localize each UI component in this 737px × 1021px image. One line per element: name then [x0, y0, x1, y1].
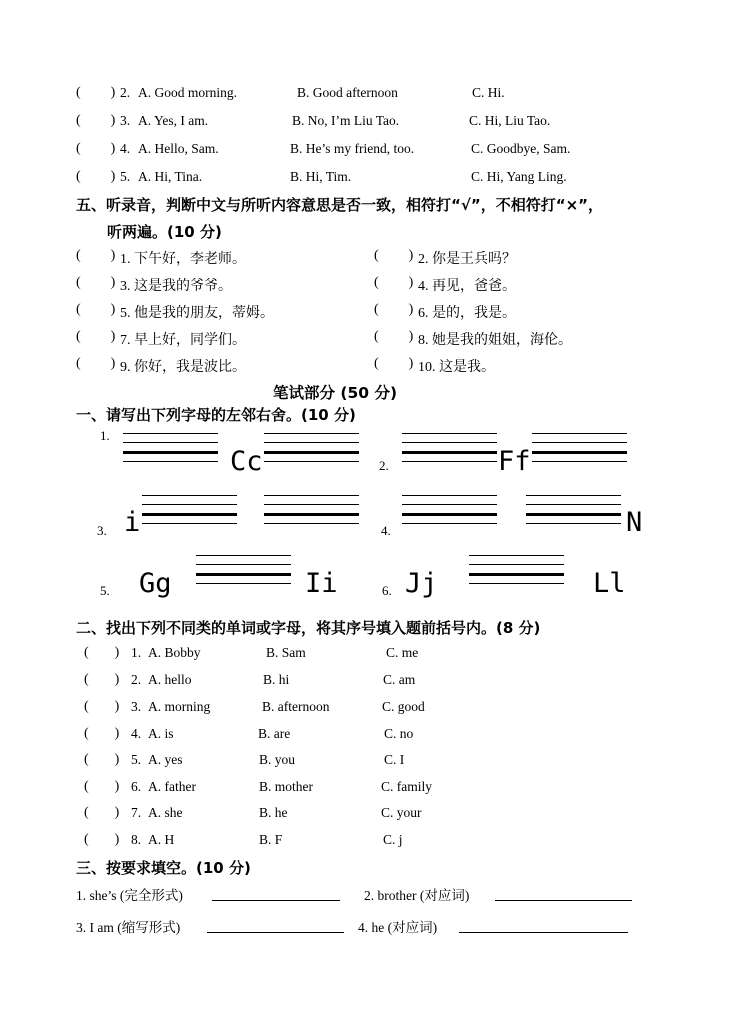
option-b: B. F: [259, 832, 283, 847]
answer-bracket[interactable]: ( ): [84, 805, 120, 820]
option-b: B. No, I’m Liu Tao.: [292, 113, 400, 128]
option-b: B. hi: [263, 672, 290, 687]
answer-bracket[interactable]: ( ): [84, 699, 120, 714]
statement-item: 1. 下午好，李老师。: [120, 252, 246, 267]
answer-blank[interactable]: [207, 918, 344, 933]
option-c: C. Hi, Yang Ling.: [471, 169, 567, 184]
option-c: C. Hi.: [472, 85, 505, 100]
answer-bracket[interactable]: ( ): [84, 779, 120, 794]
answer-bracket[interactable]: ( ): [374, 329, 414, 344]
statement-item: 6. 是的，我是。: [418, 306, 516, 321]
section5-title: 五、听录音，判断中文与所听内容意思是否一致，相符打“√”，不相符打“×”，: [76, 196, 604, 214]
given-letter: Gg: [139, 568, 172, 599]
answer-bracket[interactable]: ( ): [76, 85, 116, 100]
option-b: B. Sam: [266, 645, 306, 660]
option-a: A. is: [148, 726, 174, 741]
option-a: A. Hi, Tina.: [138, 169, 203, 184]
statement-item: 2. 你是王兵吗？: [418, 252, 516, 267]
question-number: 6.: [131, 779, 142, 794]
fill-item: 4. he (对应词): [358, 920, 438, 935]
option-a: A. Hello, Sam.: [138, 141, 219, 156]
answer-bracket[interactable]: ( ): [84, 672, 120, 687]
answer-bracket[interactable]: ( ): [374, 248, 414, 263]
writing-lines[interactable]: [402, 495, 497, 525]
given-letter: Ll: [593, 568, 626, 599]
answer-bracket[interactable]: ( ): [374, 275, 414, 290]
option-c: C. am: [383, 672, 416, 687]
statement-item: 9. 你好，我是波比。: [120, 360, 246, 375]
option-a: A. H: [148, 832, 175, 847]
answer-bracket[interactable]: ( ): [76, 113, 116, 128]
question-number: 5.: [131, 752, 142, 767]
statement-item: 4. 再见，爸爸。: [418, 279, 516, 294]
fill-item: 1. she’s (完全形式): [76, 888, 183, 903]
option-a: A. yes: [148, 752, 183, 767]
fill-item: 3. I am (缩写形式): [76, 920, 181, 935]
question-number: 2.: [120, 85, 131, 100]
answer-blank[interactable]: [459, 918, 628, 933]
answer-bracket[interactable]: ( ): [76, 169, 116, 184]
question-number: 2.: [131, 672, 142, 687]
writing-lines[interactable]: [142, 495, 237, 525]
option-c: C. good: [382, 699, 425, 714]
answer-bracket[interactable]: ( ): [76, 329, 116, 344]
given-letter: Ff: [498, 446, 531, 477]
option-c: C. j: [383, 832, 403, 847]
statement-item: 8. 她是我的姐姐，海伦。: [418, 333, 572, 348]
exercise-number: 1.: [100, 428, 110, 443]
option-b: B. mother: [259, 779, 313, 794]
answer-bracket[interactable]: ( ): [76, 141, 116, 156]
writing-lines[interactable]: [532, 433, 627, 463]
answer-bracket[interactable]: ( ): [84, 832, 120, 847]
part1-title: 一、请写出下列字母的左邻右舍。(10 分): [76, 406, 356, 424]
statement-item: 3. 这是我的爷爷。: [120, 279, 232, 294]
written-part-title: 笔试部分 (50 分): [273, 384, 398, 402]
exercise-number: 4.: [381, 523, 391, 538]
answer-bracket[interactable]: ( ): [84, 752, 120, 767]
option-b: B. afternoon: [262, 699, 330, 714]
option-a: A. hello: [148, 672, 192, 687]
option-c: C. family: [381, 779, 432, 794]
option-a: A. Yes, I am.: [138, 113, 209, 128]
statement-item: 7. 早上好，同学们。: [120, 333, 246, 348]
question-number: 7.: [131, 805, 142, 820]
option-b: B. he: [259, 805, 288, 820]
exercise-number: 5.: [100, 583, 110, 598]
option-b: B. are: [258, 726, 291, 741]
section5-title-cont: 听两遍。(10 分): [107, 223, 222, 241]
part2-title: 二、找出下列不同类的单词或字母，将其序号填入题前括号内。(8 分): [76, 619, 541, 637]
question-number: 1.: [131, 645, 142, 660]
option-a: A. Good morning.: [138, 85, 237, 100]
part3-title: 三、按要求填空。(10 分): [76, 859, 251, 877]
question-number: 3.: [131, 699, 142, 714]
given-letter: Ii: [305, 568, 338, 599]
writing-lines[interactable]: [526, 495, 621, 525]
writing-lines[interactable]: [264, 495, 359, 525]
option-a: A. she: [148, 805, 183, 820]
answer-bracket[interactable]: ( ): [76, 275, 116, 290]
question-number: 3.: [120, 113, 131, 128]
option-b: B. you: [259, 752, 296, 767]
question-number: 5.: [120, 169, 131, 184]
answer-bracket[interactable]: ( ): [374, 356, 414, 371]
statement-item: 10. 这是我。: [418, 360, 495, 375]
option-a: A. Bobby: [148, 645, 201, 660]
writing-lines[interactable]: [196, 555, 291, 585]
option-c: C. Hi, Liu Tao.: [469, 113, 551, 128]
exercise-number: 3.: [97, 523, 107, 538]
option-c: C. me: [386, 645, 419, 660]
exercise-number: 2.: [379, 458, 389, 473]
option-a: A. morning: [148, 699, 211, 714]
given-letter: i: [124, 507, 141, 538]
question-number: 4.: [120, 141, 131, 156]
writing-lines[interactable]: [402, 433, 497, 463]
answer-bracket[interactable]: ( ): [374, 302, 414, 317]
given-letter: Cc: [230, 446, 263, 477]
option-c: C. Goodbye, Sam.: [471, 141, 571, 156]
answer-bracket[interactable]: ( ): [84, 726, 120, 741]
option-a: A. father: [148, 779, 196, 794]
answer-blank[interactable]: [212, 886, 340, 901]
option-b: B. He’s my friend, too.: [290, 141, 415, 156]
writing-lines[interactable]: [264, 433, 359, 463]
writing-lines[interactable]: [123, 433, 218, 463]
option-c: C. no: [384, 726, 414, 741]
question-number: 4.: [131, 726, 142, 741]
writing-lines[interactable]: [469, 555, 564, 585]
answer-bracket[interactable]: ( ): [84, 645, 120, 660]
answer-blank[interactable]: [495, 886, 632, 901]
given-letter: Jj: [405, 568, 438, 599]
option-b: B. Hi, Tim.: [290, 169, 352, 184]
fill-item: 2. brother (对应词): [364, 888, 470, 903]
exercise-number: 6.: [382, 583, 392, 598]
given-letter: N: [626, 507, 643, 538]
statement-item: 5. 他是我的朋友，蒂姆。: [120, 306, 274, 321]
answer-bracket[interactable]: ( ): [76, 248, 116, 263]
question-number: 8.: [131, 832, 142, 847]
option-c: C. your: [381, 805, 422, 820]
answer-bracket[interactable]: ( ): [76, 356, 116, 371]
option-b: B. Good afternoon: [297, 85, 398, 100]
answer-bracket[interactable]: ( ): [76, 302, 116, 317]
option-c: C. I: [384, 752, 405, 767]
